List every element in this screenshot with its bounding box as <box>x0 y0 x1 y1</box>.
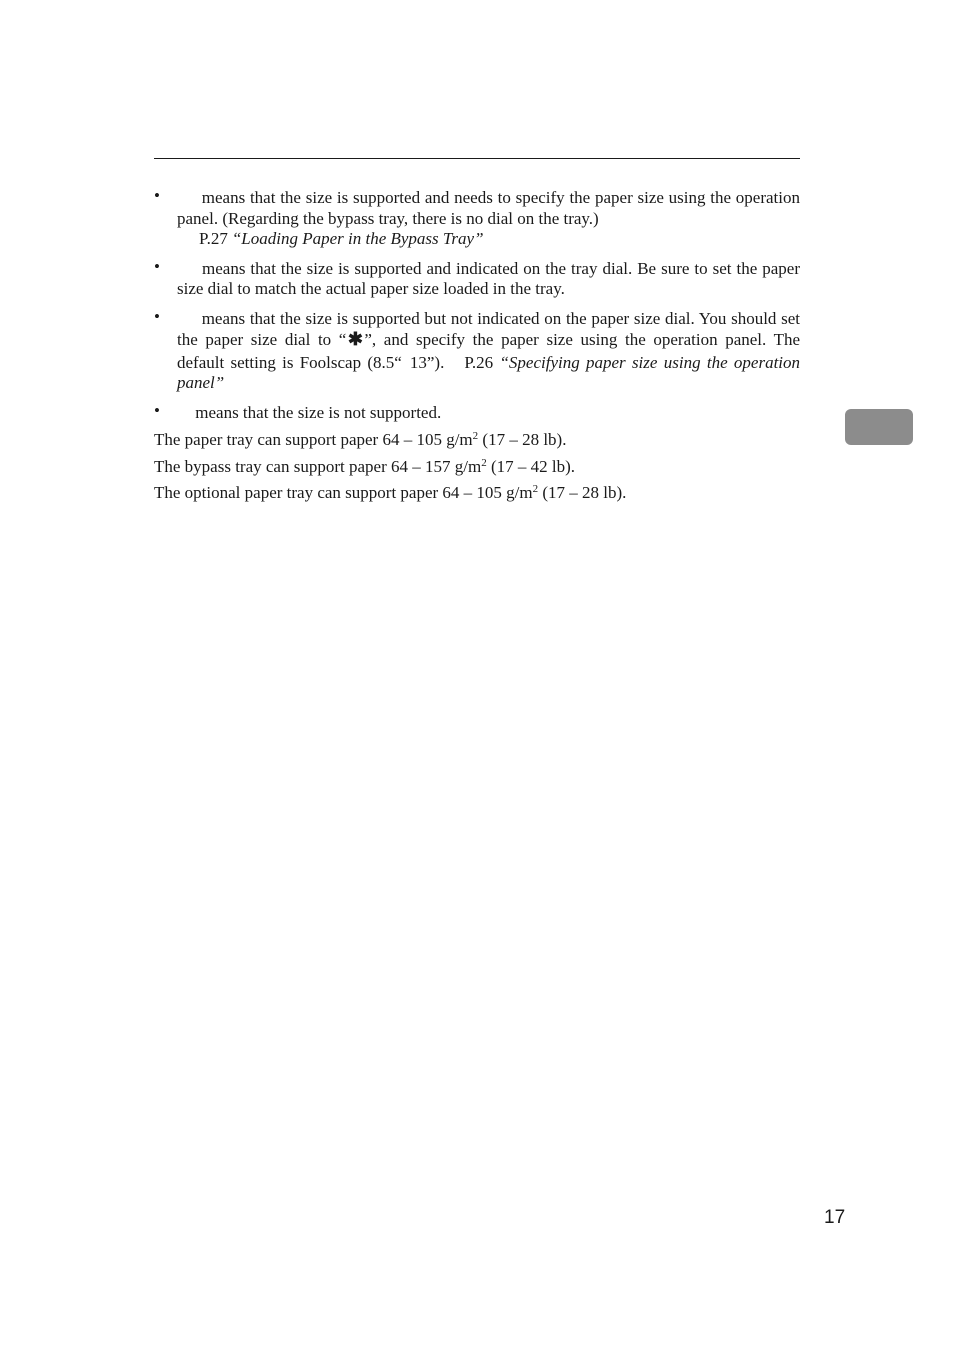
spec-text: The optional paper tray can support paper 64 – 105 g/m <box>154 483 533 502</box>
ref-page: P.27 <box>199 229 228 248</box>
ref-page: P.26 <box>464 352 494 372</box>
chapter-tab <box>845 409 913 445</box>
bullet-text-continued: ”, and specify the paper size using the operation panel. The default setting is Foolscap (8.5“ <box>177 330 801 372</box>
spec-text: The bypass tray can support paper 64 – 157 g/m <box>154 456 482 476</box>
ref-title: “Loading Paper in the Bypass Tray” <box>231 229 484 248</box>
symbol-placeholder <box>177 307 197 324</box>
bullet-text: means that the size is supported and needs to specify the paper size using the operation panel. (Regarding the bypass tray, there is no dial on the tray.) <box>177 188 801 228</box>
asterisk-dial-icon: ✱ <box>347 329 363 349</box>
spec-text-suffix: (17 – 42 lb). <box>486 456 575 476</box>
spec-text: The paper tray can support paper 64 – 105 g/m <box>154 430 473 449</box>
superscript: 2 <box>481 456 487 469</box>
ref-title: “Specifying paper size using the operation panel” <box>177 352 801 392</box>
symbol-placeholder <box>177 257 197 274</box>
bullet-text: means that the size is supported but not indicated on the paper size dial. You should set the paper size dial to “ <box>177 308 800 349</box>
bullet-dot: • <box>154 400 160 420</box>
main-content <box>154 186 800 504</box>
cross-reference <box>177 229 800 250</box>
bullet-text: means that the size is not supported. <box>195 402 442 422</box>
superscript: 2 <box>532 483 539 495</box>
bypass-tray-spec <box>154 457 800 478</box>
bullet-text-size: 13”). <box>409 352 445 372</box>
bullet-item-2 <box>154 257 800 300</box>
bullet-item-3 <box>154 307 800 394</box>
header-rule <box>154 158 800 159</box>
bullet-dot: • <box>154 306 160 326</box>
bullet-item-4 <box>154 401 800 424</box>
symbol-placeholder <box>177 401 191 418</box>
paper-tray-spec <box>154 430 800 451</box>
page-number: 17 <box>824 1207 846 1228</box>
optional-tray-spec <box>154 483 800 504</box>
spec-text-suffix: (17 – 28 lb). <box>538 483 627 502</box>
bullet-text: means that the size is supported and indicated on the tray dial. Be sure to set the paper size dial to match the actual paper size loaded in the tray. <box>177 258 800 298</box>
bullet-dot: • <box>154 186 160 205</box>
bullet-dot: • <box>154 256 160 276</box>
symbol-placeholder <box>177 186 197 203</box>
spec-text-suffix: (17 – 28 lb). <box>478 430 567 449</box>
superscript: 2 <box>472 430 479 442</box>
bullet-item-1 <box>154 186 800 250</box>
